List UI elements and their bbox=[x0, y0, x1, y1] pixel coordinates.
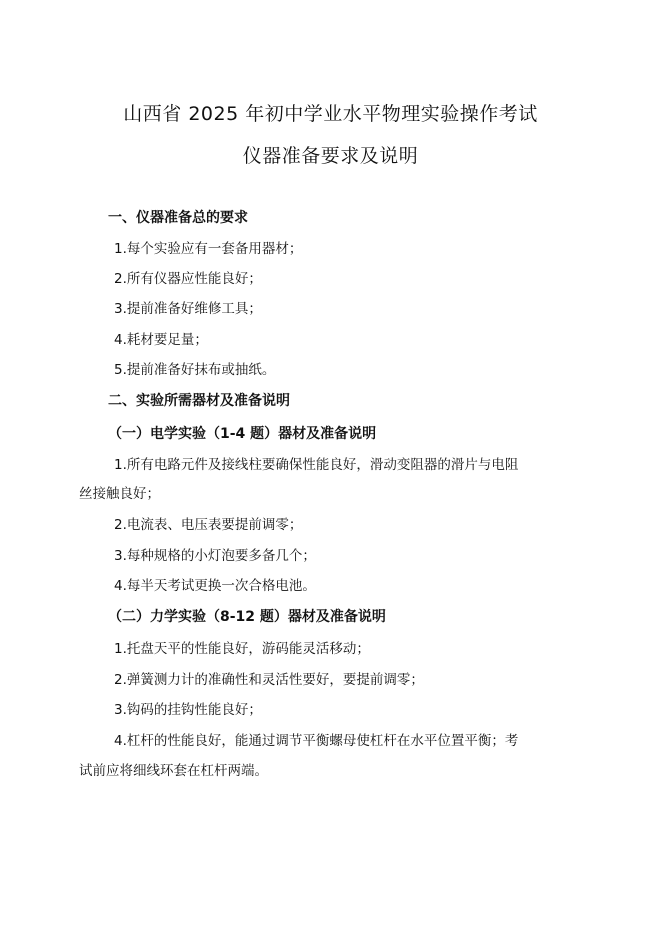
sub2-item-2: 2.弹簧测力计的准确性和灵活性要好，要提前调零； bbox=[114, 672, 424, 688]
section1-heading: 一、仪器准备总的要求 bbox=[108, 210, 248, 226]
sub1-item-2: 2.电流表、电压表要提前调零； bbox=[114, 517, 303, 533]
sub1-item-1-line2: 丝接触良好； bbox=[79, 486, 160, 502]
sub1-item-3: 3.每种规格的小灯泡要多备几个； bbox=[114, 548, 316, 564]
sub2-item-3: 3.钩码的挂钩性能良好； bbox=[114, 702, 262, 718]
page-title-line2: 仪器准备要求及说明 bbox=[242, 145, 419, 167]
section1-item-3: 3.提前准备好维修工具； bbox=[114, 301, 262, 317]
sub1-item-4: 4.每半天考试更换一次合格电池。 bbox=[114, 578, 316, 594]
section1-item-5: 5.提前准备好抹布或抽纸。 bbox=[114, 362, 276, 378]
sub2-item-1: 1.托盘天平的性能良好，游码能灵活移动； bbox=[114, 641, 370, 657]
section1-item-1: 1.每个实验应有一套备用器材； bbox=[114, 241, 303, 257]
sub2-heading: （二）力学实验（8-12 题）器材及准备说明 bbox=[108, 609, 386, 625]
section2-heading: 二、实验所需器材及准备说明 bbox=[108, 393, 290, 409]
sub1-heading: （一）电学实验（1-4 题）器材及准备说明 bbox=[108, 426, 377, 442]
section1-item-2: 2.所有仪器应性能良好； bbox=[114, 271, 262, 287]
page-title-line1: 山西省 2025 年初中学业水平物理实验操作考试 bbox=[123, 103, 538, 125]
sub2-item-4-line1: 4.杠杆的性能良好，能通过调节平衡螺母使杠杆在水平位置平衡；考 bbox=[114, 733, 519, 749]
section1-item-4: 4.耗材要足量； bbox=[114, 332, 208, 348]
sub2-item-4-line2: 试前应将细线环套在杠杆两端。 bbox=[79, 763, 268, 779]
sub1-item-1-line1: 1.所有电路元件及接线柱要确保性能良好，滑动变阻器的滑片与电阻 bbox=[114, 457, 519, 473]
